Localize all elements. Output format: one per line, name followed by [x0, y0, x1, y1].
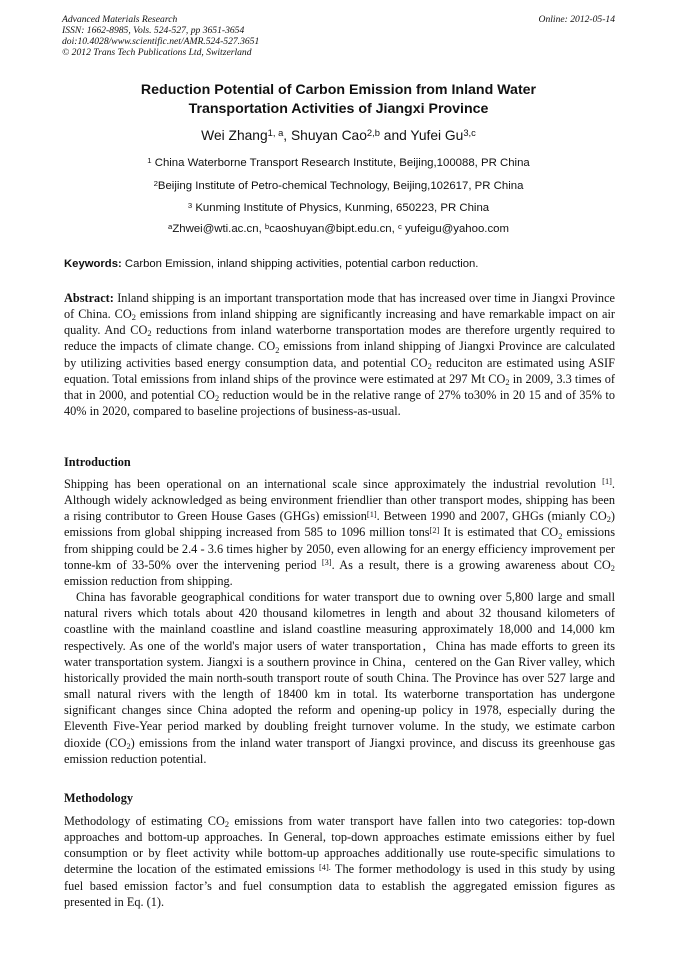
subscript: 2: [606, 515, 611, 525]
author-superscript: 1, a: [267, 127, 284, 138]
intro-paragraph-2: [64, 589, 615, 767]
affiliation-marker: 1: [147, 155, 152, 165]
issn-line: ISSN: 1662-8985, Vols. 524-527, pp 3651-3654: [62, 25, 245, 36]
paragraph-text: emission reduction from shipping.: [64, 573, 233, 588]
email-address: yufeigu@yahoo.com: [401, 223, 509, 235]
paragraph-text: emissions from water transport have fallen into two categories: top-down approaches and bottom-up approaches. In General, top-down approaches estimate emissions either by fuel consumption or by fleet activity while bottom-up approaches additionally use route-specific simulations to determine the location of the estimated emissions: [64, 814, 615, 877]
subscript: 2: [147, 329, 152, 339]
affiliation-1: [62, 156, 615, 170]
paragraph-text: . As a result, there is a growing awareness about CO: [331, 557, 611, 572]
email-line: [62, 222, 615, 236]
paragraph-text: . Between 1990 and 2007, GHGs (mianly CO: [376, 509, 607, 524]
abstract-text: reduction would be in the relative range of 27% to30% in 20 15 and of 35% to 40% in 2020, compared to baseline projections of business-as-usual.: [64, 387, 615, 419]
affiliation-3: [62, 201, 615, 215]
online-date: Online: 2012-05-14: [538, 14, 615, 25]
author-superscript: 3,c: [463, 127, 476, 138]
author-name: Wei Zhang: [201, 128, 268, 143]
paper-title: [62, 81, 615, 119]
paragraph-text: ) emissions from the inland water transport of Jiangxi province, and discuss its greenhouse gas emission reduction potential.: [64, 735, 615, 766]
affiliation-marker: 2: [153, 178, 158, 188]
section-heading-methodology: Methodology: [64, 791, 133, 805]
paragraph-text: China has favorable geographical conditions for water transport due to owning over 5,800 large and small natural rivers which totals about 420 thousand kilometres in length and about 32 thousand kilometers of coastline with the mainland coastline and island coastline measuring approximately 18,000 and 14,000 km respectively. As one of the world's major users of water transportation，China has made efforts to green its water transportation system. Jiangxi is a southern province in China，centered on the Gan River valley, which historically provided the main north-south transport route of south China. The Province has over 527 large and small natural rivers with the length of 18400 km in total. Its waterborne transportation has undergone significant changes since China adopted the reform and opening-up policy in 1978, especially during the Eleventh Five-Year period marked by doubling freight turnover volume. In the study, we estimate carbon dioxide (CO: [64, 590, 615, 750]
section-heading-introduction: Introduction: [64, 455, 131, 469]
citation: [1]: [366, 509, 377, 519]
paragraph-text: Methodology of estimating CO: [64, 814, 225, 828]
email-marker: b: [264, 221, 270, 231]
abstract-text: reduciton are estimated using ASIF equation. Total emissions from inland ships of the province were estimated at 297 Mt CO: [64, 355, 615, 386]
subscript: 2: [427, 361, 432, 371]
introduction-section: [64, 476, 615, 767]
subscript: 2: [558, 531, 563, 541]
keywords: [64, 257, 615, 271]
paragraph-text: The former methodology is used in this study by using fuel based emission factor’s and fuel consumption data to establish the aggregated emission figures as presented in Eq. (1).: [64, 862, 616, 909]
email-address: Zhwei@wti.ac.cn,: [172, 223, 265, 235]
subscript: 2: [610, 563, 615, 573]
email-address: caoshuyan@bipt.edu.cn,: [269, 223, 398, 235]
intro-paragraph-1: [64, 476, 615, 589]
paragraph-text: ) emissions from global shipping increased from 585 to 1096 million tons: [64, 509, 615, 540]
keywords-label: Keywords:: [64, 258, 122, 270]
affiliation-text: China Waterborne Transport Research Institute, Beijing,100088, PR China: [151, 157, 530, 169]
citation: [3]: [321, 558, 332, 568]
abstract-text: emissions from inland shipping of Jiangxi Province are calculated by utilizing activities based energy consumption data, and potential CO: [64, 339, 615, 370]
title-line-2: Transportation Activities of Jiangxi Province: [188, 101, 489, 117]
abstract-text: in 2009, 3.3 times of that in 2000, and potential CO: [64, 371, 615, 402]
copyright-line: © 2012 Trans Tech Publications Ltd, Switzerland: [62, 47, 252, 58]
paragraph-text: emissions from shipping could be 2.4 - 3.6 times higher by 2050, even allowing for an energy efficiency improvement per tonne-km of 33-50% over the intervening period: [64, 525, 615, 572]
affiliation-text: Kunming Institute of Physics, Kunming, 650223, PR China: [192, 202, 490, 214]
subscript: 2: [275, 345, 280, 355]
author-separator: and: [379, 128, 411, 143]
author-list: [62, 127, 615, 145]
doi-line: doi:10.4028/www.scientific.net/AMR.524-527.3651: [62, 36, 260, 47]
paragraph-text: Shipping has been operational on an international scale since approximately the industrial revolution: [64, 477, 603, 491]
subscript: 2: [505, 377, 510, 387]
affiliation-text: Beijing Institute of Petro-chemical Technology, Beijing,102617, PR China: [157, 180, 524, 192]
title-line-1: Reduction Potential of Carbon Emission from Inland Water: [140, 82, 537, 98]
abstract-text: reductions from inland waterborne transportation modes are therefore urgently required to reduce the impacts of climate change. CO: [64, 323, 615, 354]
email-marker: a: [168, 221, 173, 231]
citation: [2]: [429, 525, 440, 535]
abstract-text: emissions from inland shipping are significantly increasing and have remarkable impact on air quality. And CO: [64, 307, 615, 338]
citation: [1]: [602, 477, 612, 487]
author-name: Yufei Gu: [410, 128, 464, 143]
abstract-label: Abstract:: [64, 291, 114, 305]
paragraph-text: It is estimated that CO: [439, 525, 559, 540]
paragraph-text: . Although widely acknowledged as being environment friendlier than other transport modes, shipping has been a rising contributor to Green House Gases (GHGs) emission: [64, 477, 615, 524]
author-name: Shuyan Cao: [290, 128, 367, 143]
journal-name: Advanced Materials Research: [62, 14, 178, 25]
journal-header: [62, 14, 615, 58]
subscript: 2: [224, 820, 230, 830]
affiliation-marker: 3: [187, 200, 193, 210]
author-superscript: 2,b: [366, 127, 380, 138]
email-marker: c: [397, 221, 402, 231]
abstract: [64, 290, 615, 419]
citation: [4].: [318, 862, 331, 872]
subscript: 2: [131, 313, 136, 323]
abstract-text: Inland shipping is an important transportation mode that has increased over time in Jiangxi Province of China. CO: [64, 291, 615, 322]
author-separator: ,: [283, 128, 291, 143]
subscript: 2: [126, 741, 131, 751]
keywords-text: Carbon Emission, inland shipping activities, potential carbon reduction.: [121, 258, 479, 270]
subscript: 2: [214, 394, 220, 404]
affiliation-2: [62, 179, 615, 193]
methodology-paragraph: [64, 813, 615, 910]
